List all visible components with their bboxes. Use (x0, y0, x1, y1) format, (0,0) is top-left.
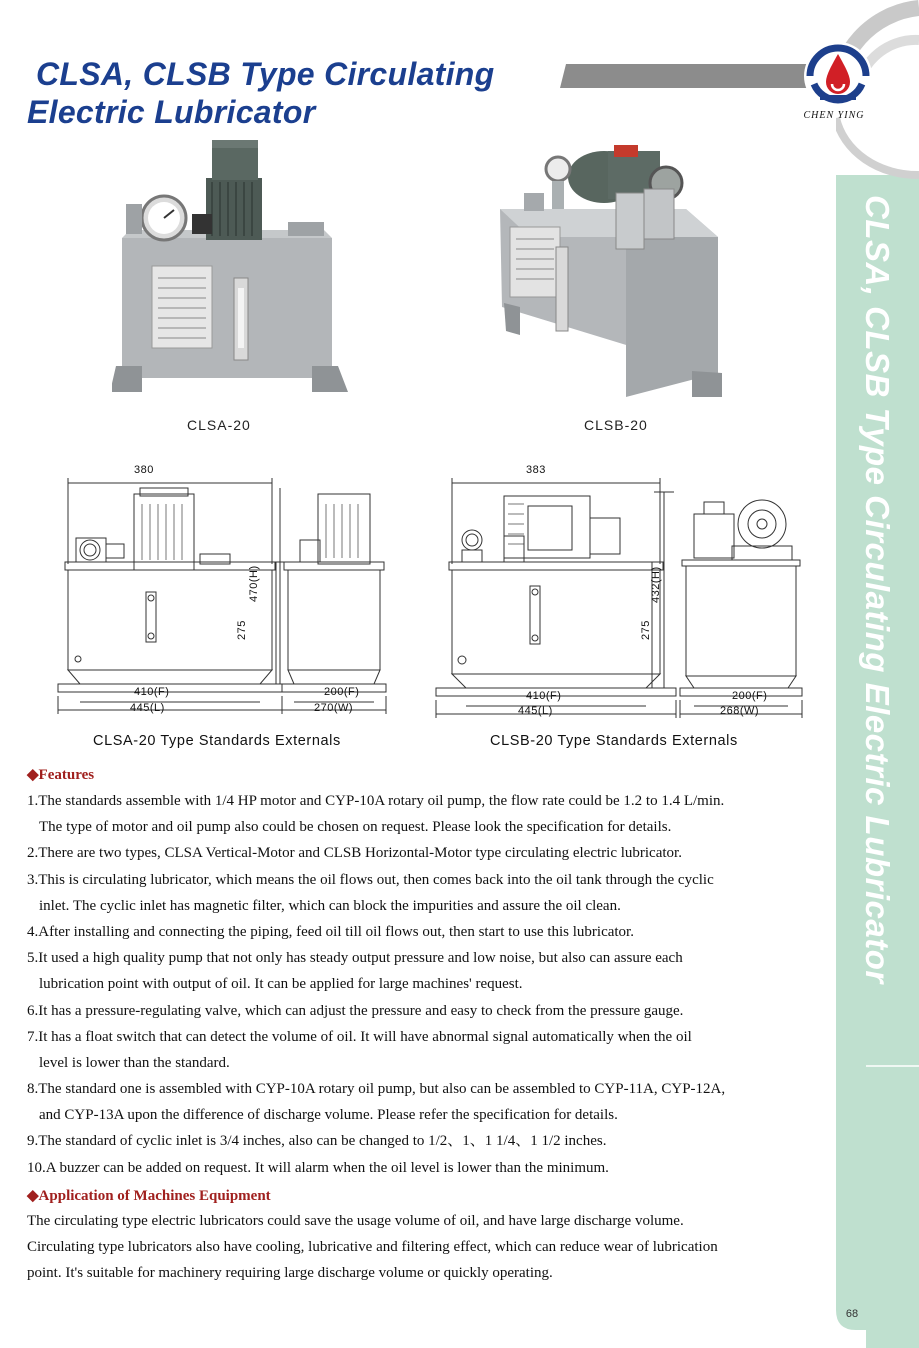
application-line: point. It's suitable for machinery requiring large discharge volume or quickly operating. (27, 1265, 553, 1282)
clsb-side-inner-label: 200(F) (732, 690, 768, 702)
clsb-side-outer-label: 268(W) (720, 705, 760, 717)
clsa-photo-caption: CLSA-20 (187, 417, 251, 433)
clsb-20-photo (496, 135, 736, 397)
page-number: 68 (845, 1308, 859, 1320)
feature-line: level is lower than the standard. (39, 1054, 230, 1071)
side-vertical-title: CLSA, CLSB Type Circulating Electric Lubricator (859, 195, 896, 984)
application-line: Circulating type lubricators also have cooling, lubricative and filtering effect, which can reduce wear of lubrication (27, 1239, 718, 1256)
feature-line: 4.After installing and connecting the piping, feed oil till oil flows out, then start to use this lubricator. (27, 923, 634, 940)
clsa-front-outer-label: 445(L) (130, 702, 165, 714)
clsa-side-inner-label: 200(F) (324, 686, 360, 698)
clsb-photo-caption: CLSB-20 (584, 417, 648, 433)
application-line: The circulating type electric lubricators could save the usage volume of oil, and have large discharge volume. (27, 1213, 684, 1229)
feature-line: inlet. The cyclic inlet has magnetic filter, which can block the impurities and assure the oil clean. (39, 897, 621, 914)
feature-line: 10.A buzzer can be added on request. It will alarm when the oil level is lower than the minimum. (27, 1159, 609, 1176)
feature-line: 9.The standard of cyclic inlet is 3/4 inches, also can be changed to 1/2、1、1 1/4、1 1/2 inches. (27, 1133, 607, 1150)
application-paragraph (27, 1208, 837, 1287)
clsb-height-tank-label: 275 (640, 620, 652, 640)
features-heading (27, 765, 94, 784)
clsa-20-photo (112, 138, 352, 392)
page-title-line-2: Electric Lubricator (27, 94, 316, 130)
feature-line: The type of motor and oil pump also could be chosen on request. Please look the specification for details. (39, 819, 672, 836)
features-list (27, 788, 837, 1181)
feature-line: lubrication point with output of oil. It can be applied for large machines' request. (39, 976, 523, 993)
page-title-line-1: CLSA, CLSB Type Circulating (36, 56, 495, 92)
header-bar (560, 64, 814, 88)
feature-line: 6.It has a pressure-regulating valve, which can adjust the pressure and easy to check from the pressure gauge. (27, 1002, 684, 1019)
clsb-height-total-label: 432(H) (650, 566, 662, 603)
clsa-side-outer-label: 270(W) (314, 702, 354, 714)
diamond-bullet-icon: ◆ (27, 1188, 39, 1204)
feature-line: 5.It used a high quality pump that not only has steady output pressure and low noise, but also can assure each (27, 950, 683, 967)
clsb-width-label: 383 (526, 464, 546, 476)
feature-line: 1.The standards assemble with 1/4 HP motor and CYP-10A rotary oil pump, the flow rate could be 1.2 to 1.4 L/min. (27, 793, 725, 809)
clsa-width-label: 380 (134, 464, 154, 476)
feature-line: 2.There are two types, CLSA Vertical-Motor and CLSB Horizontal-Motor type circulating electric lubricator. (27, 845, 682, 862)
clsa-drawing-caption: CLSA-20 Type Standards Externals (93, 733, 341, 749)
clsb-drawing-caption: CLSB-20 Type Standards Externals (490, 733, 738, 749)
clsa-front-inner-label: 410(F) (134, 686, 170, 698)
features-heading-text: Features (38, 767, 95, 783)
feature-line: 7.It has a float switch that can detect the volume of oil. It will have abnormal signal automatically when the oil (27, 1028, 692, 1045)
application-heading-text: Application of Machines Equipment (38, 1188, 271, 1204)
feature-line: 8.The standard one is assembled with CYP-10A rotary oil pump, but also can be assembled to CYP-11A, CYP-12A, (27, 1081, 726, 1098)
brand-name: CHEN YING (803, 110, 865, 121)
clsb-front-inner-label: 410(F) (526, 690, 562, 702)
clsa-height-tank-label: 275 (236, 620, 248, 640)
clsb-20-dimension-drawing (432, 474, 804, 720)
clsb-front-outer-label: 445(L) (518, 705, 553, 717)
feature-line: 3.This is circulating lubricator, which means the oil flows out, then comes back into the oil tank through the cyclic (27, 871, 714, 888)
clsa-height-total-label: 470(H) (248, 565, 260, 602)
feature-line: and CYP-13A upon the difference of discharge volume. Please refer the specification for details. (39, 1107, 618, 1124)
application-heading (27, 1186, 271, 1205)
diamond-bullet-icon: ◆ (27, 767, 39, 783)
clsa-20-dimension-drawing (50, 474, 390, 720)
